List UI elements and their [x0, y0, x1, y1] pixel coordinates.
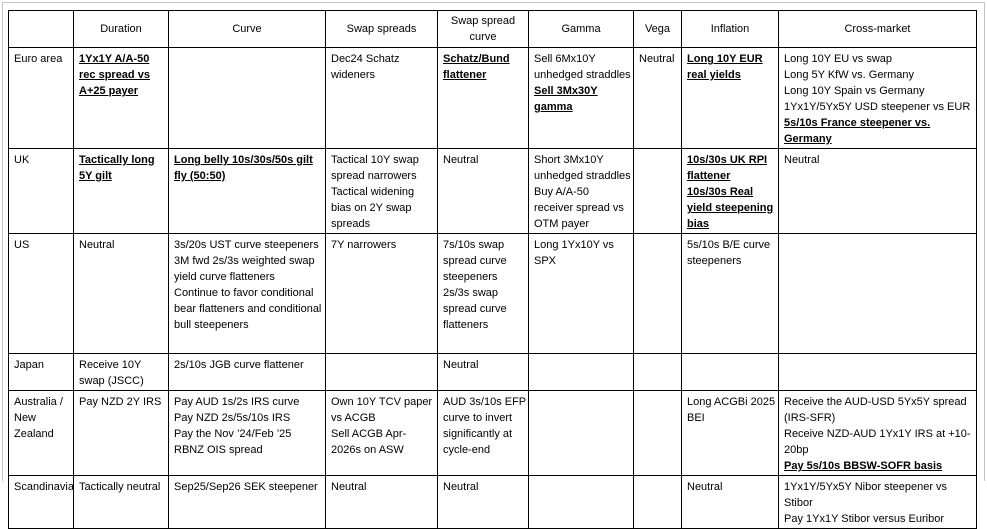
- cell-australia-new-zealand-curve: [169, 391, 326, 476]
- trade-entry: 7s/10s swap spread curve steepeners: [443, 239, 507, 283]
- cell-australia-new-zealand-cross-market: [779, 391, 977, 476]
- cell-australia-new-zealand-duration: [74, 391, 169, 476]
- cell-japan-swap-spreads: [326, 354, 438, 391]
- cell-uk-cross-market: [779, 149, 977, 234]
- table-row-us: [9, 234, 977, 354]
- trade-entry: 10s/30s UK RPI flattener: [687, 154, 768, 182]
- cell-australia-new-zealand-swap-spread-curve: [438, 391, 529, 476]
- trade-entry: Buy A/A-50 receiver spread vs OTM payer: [534, 186, 624, 230]
- cell-euro-area-gamma: [529, 48, 634, 149]
- cell-uk-inflation: [682, 149, 779, 234]
- row-label-scandinavia: Scandinavia: [9, 476, 74, 529]
- trade-entry: Receive NZD-AUD 1Yx1Y IRS at +10-20bp: [784, 428, 971, 456]
- trade-entry: Sell 6Mx10Y unhedged straddles: [534, 53, 631, 81]
- cell-australia-new-zealand-gamma: [529, 391, 634, 476]
- trade-entry: Pay 1Yx1Y Stibor versus Euribor: [784, 513, 944, 525]
- trade-entry: Long 5Y KfW vs. Germany: [784, 69, 915, 81]
- cell-japan-swap-spread-curve: [438, 354, 529, 391]
- column-header-gamma: Gamma: [529, 11, 634, 48]
- cell-uk-vega: [634, 149, 682, 234]
- trade-entry: Neutral: [784, 154, 820, 166]
- cell-uk-swap-spread-curve: [438, 149, 529, 234]
- trade-entry: 3M fwd 2s/3s weighted swap yield curve flatteners: [174, 255, 315, 283]
- trade-entry: Long 10Y Spain vs Germany: [784, 85, 925, 97]
- cell-euro-area-curve: [169, 48, 326, 149]
- cell-us-swap-spread-curve: [438, 234, 529, 354]
- trade-entry: Sell 3Mx30Y gamma: [534, 85, 598, 113]
- cell-euro-area-duration: [74, 48, 169, 149]
- cell-uk-gamma: [529, 149, 634, 234]
- trade-entry: 1Yx1Y A/A-50 rec spread vs A+25 payer: [79, 53, 150, 97]
- cell-us-swap-spreads: [326, 234, 438, 354]
- header-row: [9, 11, 977, 48]
- cell-scandinavia-inflation: [682, 476, 779, 529]
- column-header-duration: Duration: [74, 11, 169, 48]
- trade-entry: Pay the Nov ’24/Feb ’25 RBNZ OIS spread: [174, 428, 292, 456]
- trade-entry: Pay NZD 2Y IRS: [79, 396, 162, 408]
- column-header-swap-spread-curve: Swap spread curve: [438, 11, 529, 48]
- column-header-cross-market: Cross-market: [779, 11, 977, 48]
- row-label-japan: Japan: [9, 354, 74, 391]
- trade-entry: Neutral: [331, 481, 367, 493]
- cell-us-gamma: [529, 234, 634, 354]
- trade-entry: Neutral: [443, 481, 479, 493]
- cell-australia-new-zealand-inflation: [682, 391, 779, 476]
- cell-euro-area-cross-market: [779, 48, 977, 149]
- trade-recommendations-table: [8, 10, 977, 529]
- trade-entry: 2s/3s swap spread curve flatteners: [443, 287, 507, 331]
- cell-uk-swap-spreads: [326, 149, 438, 234]
- cell-scandinavia-swap-spread-curve: [438, 476, 529, 529]
- table-row-uk: [9, 149, 977, 234]
- trade-entry: Long 10Y EUR real yields: [687, 53, 763, 81]
- cell-us-duration: [74, 234, 169, 354]
- cell-euro-area-vega: [634, 48, 682, 149]
- trade-entry: 5s/10s France steepener vs. Germany: [784, 117, 931, 145]
- trade-entry: Neutral: [79, 239, 115, 251]
- trade-entry: 5s/10s B/E curve steepeners: [687, 239, 771, 267]
- column-header-region: [9, 11, 74, 48]
- cell-scandinavia-cross-market: [779, 476, 977, 529]
- cell-uk-duration: [74, 149, 169, 234]
- table-row-euro-area: [9, 48, 977, 149]
- cell-us-vega: [634, 234, 682, 354]
- cell-euro-area-swap-spread-curve: [438, 48, 529, 149]
- column-header-swap-spreads: Swap spreads: [326, 11, 438, 48]
- trade-entry: Tactically neutral: [79, 481, 161, 493]
- trade-entry: 7Y narrowers: [331, 239, 397, 251]
- cell-japan-inflation: [682, 354, 779, 391]
- trade-entry: Tactical 10Y swap spread narrowers: [331, 154, 419, 182]
- trade-entry: Long belly 10s/30s/50s gilt fly (50:50): [174, 154, 313, 182]
- cell-scandinavia-duration: [74, 476, 169, 529]
- cell-scandinavia-swap-spreads: [326, 476, 438, 529]
- cell-euro-area-inflation: [682, 48, 779, 149]
- trade-entry: Tactical widening bias on 2Y swap spreads: [331, 186, 415, 230]
- row-label-uk: UK: [9, 149, 74, 234]
- cell-uk-curve: [169, 149, 326, 234]
- trade-entry: AUD 3s/10s EFP curve to invert significantly at cycle-end: [443, 396, 526, 456]
- trade-entry: Neutral: [687, 481, 723, 493]
- cell-scandinavia-vega: [634, 476, 682, 529]
- trade-entry: 1Yx1Y/5Yx5Y USD steepener vs EUR: [784, 101, 971, 113]
- cell-japan-cross-market: [779, 354, 977, 391]
- cell-us-cross-market: [779, 234, 977, 354]
- trade-entry: Receive the AUD-USD 5Yx5Y spread (IRS-SFR): [784, 396, 967, 424]
- column-header-inflation: Inflation: [682, 11, 779, 48]
- cell-japan-vega: [634, 354, 682, 391]
- trade-entry: Tactically long 5Y gilt: [79, 154, 155, 182]
- trade-entry: Long 1Yx10Y vs SPX: [534, 239, 614, 267]
- trade-entry: Pay NZD 2s/5s/10s IRS: [174, 412, 291, 424]
- trade-entry: Schatz/Bund flattener: [443, 53, 510, 81]
- trade-entry: 10s/30s Real yield steepening bias: [687, 186, 774, 230]
- cell-euro-area-swap-spreads: [326, 48, 438, 149]
- cell-japan-duration: [74, 354, 169, 391]
- cell-japan-curve: [169, 354, 326, 391]
- row-label-euro-area: Euro area: [9, 48, 74, 149]
- trade-entry: Receive 10Y swap (JSCC): [79, 359, 144, 387]
- cell-japan-gamma: [529, 354, 634, 391]
- trade-entry: Own 10Y TCV paper vs ACGB: [331, 396, 433, 424]
- trade-entry: Dec24 Schatz wideners: [331, 53, 400, 81]
- cell-us-curve: [169, 234, 326, 354]
- trade-entry: 2s/10s JGB curve flattener: [174, 359, 304, 371]
- column-header-curve: Curve: [169, 11, 326, 48]
- trade-entry: Long 10Y EU vs swap: [784, 53, 893, 65]
- table-body: [9, 48, 977, 529]
- cell-australia-new-zealand-vega: [634, 391, 682, 476]
- cell-australia-new-zealand-swap-spreads: [326, 391, 438, 476]
- trade-entry: Sep25/Sep26 SEK steepener: [174, 481, 318, 493]
- trade-entry: Sell ACGB Apr-2026s on ASW: [331, 428, 407, 456]
- column-header-vega: Vega: [634, 11, 682, 48]
- table-row-japan: [9, 354, 977, 391]
- row-label-us: US: [9, 234, 74, 354]
- table-row-scandinavia: [9, 476, 977, 529]
- trade-entry: 1Yx1Y/5Yx5Y Nibor steepener vs Stibor: [784, 481, 948, 509]
- trade-entry: 3s/20s UST curve steepeners: [174, 239, 319, 251]
- row-label-australia-new-zealand: Australia / New Zealand: [9, 391, 74, 476]
- trade-entry: Short 3Mx10Y unhedged straddles: [534, 154, 631, 182]
- trade-entry: Long ACGBi 2025 BEI: [687, 396, 776, 424]
- cell-scandinavia-curve: [169, 476, 326, 529]
- trade-entry: Neutral: [639, 53, 675, 65]
- cell-scandinavia-gamma: [529, 476, 634, 529]
- trade-entry: Pay 5s/10s BBSW-SOFR basis: [784, 460, 943, 472]
- cell-us-inflation: [682, 234, 779, 354]
- trade-entry: Neutral: [443, 359, 479, 371]
- table-row-australia-new-zealand: [9, 391, 977, 476]
- trade-entry: Pay AUD 1s/2s IRS curve: [174, 396, 300, 408]
- trade-entry: Neutral: [443, 154, 479, 166]
- trade-entry: Continue to favor conditional bear flatteners and conditional bull steepeners: [174, 287, 322, 331]
